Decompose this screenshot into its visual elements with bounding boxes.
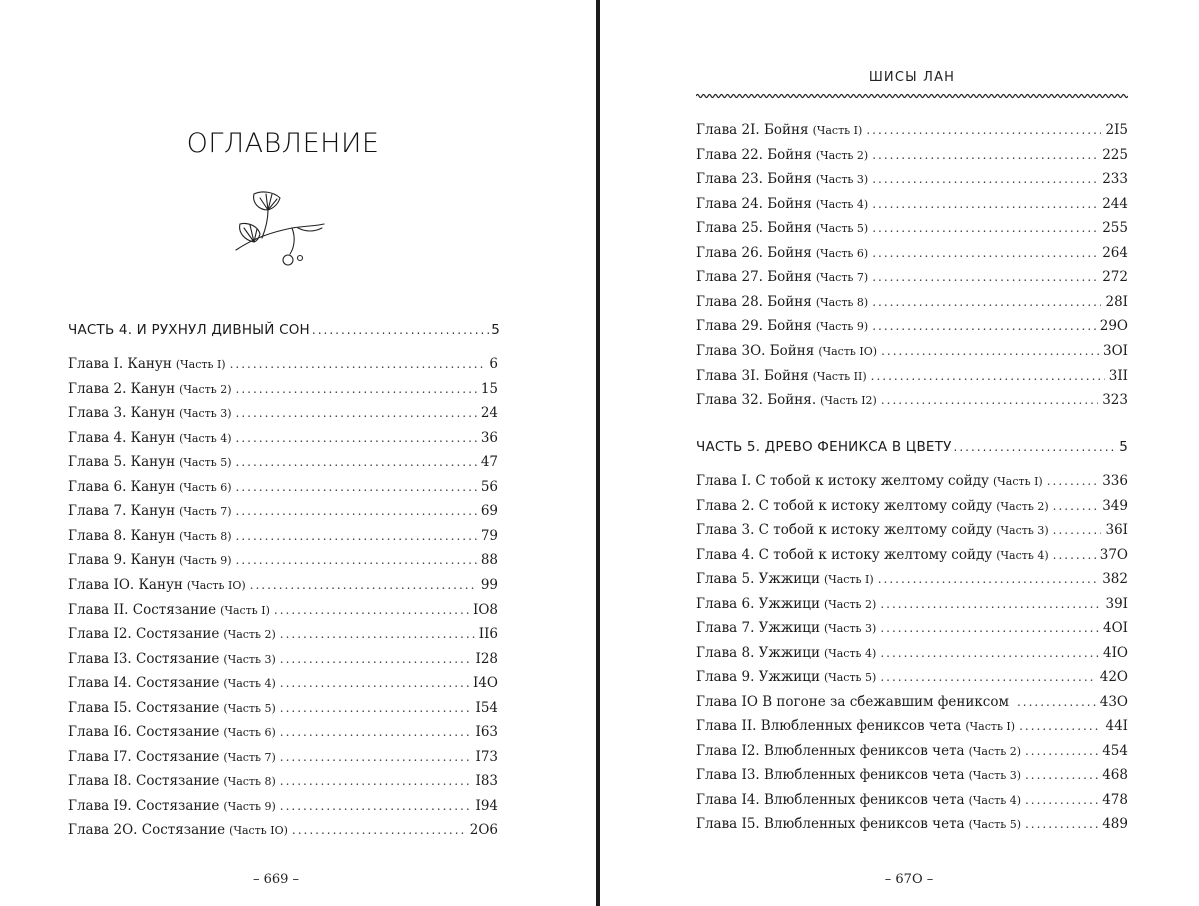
dot-leader bbox=[292, 821, 466, 839]
toc-entry[interactable] bbox=[68, 797, 498, 815]
toc-entry-part: (Часть I) bbox=[812, 124, 863, 137]
toc-entry-page: 272 bbox=[1102, 269, 1128, 286]
dot-leader bbox=[236, 478, 477, 496]
toc-entry[interactable] bbox=[696, 367, 1128, 385]
toc-part-heading[interactable]: ЧАСТЬ 4. И РУХНУЛ ДИВНЫЙ СОН ..... 5 bbox=[68, 321, 500, 339]
toc-entry-page: 43О bbox=[1099, 693, 1128, 710]
toc-entry-page: 382 bbox=[1102, 571, 1128, 587]
toc-entry-part: (Часть 2) bbox=[179, 382, 232, 396]
toc-entry[interactable] bbox=[696, 170, 1128, 188]
toc-entry-part: (Часть 4) bbox=[968, 793, 1021, 807]
toc-entry-part: (Часть IО) bbox=[186, 578, 246, 592]
dot-leader bbox=[880, 595, 1101, 613]
toc-entry-title: Глава 7. Канун bbox=[68, 503, 176, 520]
toc-entry-page: 79 bbox=[480, 527, 498, 544]
toc-entry-title: Глава 3О. Бойня bbox=[696, 342, 815, 359]
toc-entry-page: 225 bbox=[1102, 146, 1128, 163]
dot-leader bbox=[236, 380, 477, 398]
page-title: ОГЛАВЛЕНИЕ bbox=[186, 128, 380, 159]
toc-entry-page: II6 bbox=[478, 626, 498, 643]
toc-entry-title: Глава II. Влюбленных фениксов чета bbox=[696, 718, 962, 734]
toc-entry-title: Глава 7. Ужжици bbox=[696, 620, 820, 636]
dot-leader bbox=[1019, 717, 1101, 735]
toc-entry[interactable] bbox=[696, 742, 1128, 760]
dot-leader bbox=[872, 170, 1098, 188]
toc-entry-part: (Часть 4) bbox=[815, 197, 869, 211]
toc-entry-part: (Часть I) bbox=[823, 573, 874, 586]
toc-entry-page: IО8 bbox=[473, 601, 498, 618]
dot-leader bbox=[878, 570, 1099, 588]
toc-entry-title: Глава 8. Канун bbox=[68, 527, 176, 544]
toc-entry-part: (Часть 2) bbox=[996, 499, 1049, 513]
toc-entry-page: 36 bbox=[480, 429, 498, 446]
toc-entry-title: Глава I2. Состязание bbox=[68, 626, 220, 643]
toc-entry-part: (Часть 4) bbox=[996, 548, 1049, 562]
running-head: ШИСЫ ЛАН bbox=[868, 70, 956, 85]
toc-entry-part: (Часть 9) bbox=[223, 799, 276, 813]
toc-entry-part: (Часть I) bbox=[220, 603, 270, 617]
toc-entry[interactable] bbox=[696, 317, 1128, 335]
dot-leader bbox=[1025, 742, 1098, 760]
toc-entry-title: Глава I. С тобой к истоку желтому сойду bbox=[696, 473, 989, 489]
toc-entry-page: 6 bbox=[489, 356, 498, 372]
toc-entry-title: Глава I. Канун bbox=[68, 356, 172, 372]
toc-entry-page: 478 bbox=[1102, 791, 1128, 808]
toc-entry-page: 233 bbox=[1102, 171, 1128, 188]
dot-leader bbox=[1025, 766, 1098, 784]
toc-entry[interactable] bbox=[696, 219, 1128, 237]
toc-entry[interactable] bbox=[696, 521, 1128, 539]
dot-leader bbox=[280, 699, 472, 717]
page-number: – 67О – bbox=[884, 872, 934, 887]
toc-entry-page: I4О bbox=[473, 675, 498, 692]
toc-entry-part: (Часть 8) bbox=[815, 295, 869, 309]
dot-leader bbox=[1025, 815, 1098, 833]
toc-entry-part: (Часть 5) bbox=[968, 818, 1021, 831]
toc-entry-title: Глава 27. Бойня bbox=[696, 269, 812, 286]
toc-entry[interactable] bbox=[696, 717, 1128, 735]
left-page bbox=[0, 0, 596, 906]
dot-leader bbox=[872, 146, 1098, 164]
ginkgo-branch-icon bbox=[232, 188, 328, 280]
toc-entry[interactable] bbox=[68, 551, 498, 569]
toc-entry-title: Глава I2. Влюбленных фениксов чета bbox=[696, 742, 965, 759]
dot-leader bbox=[280, 650, 472, 668]
toc-entry-part: (Часть I) bbox=[965, 720, 1016, 733]
toc-entry-part: (Часть 3) bbox=[815, 173, 869, 187]
toc-entry[interactable] bbox=[68, 748, 498, 766]
toc-entry[interactable] bbox=[68, 576, 498, 594]
toc-entry[interactable] bbox=[696, 472, 1128, 490]
toc-entry-page: 349 bbox=[1102, 497, 1128, 514]
toc-entry-title: Глава 2I. Бойня bbox=[696, 122, 809, 138]
toc-entry[interactable] bbox=[696, 546, 1128, 564]
toc-entry-title: Глава 6. Канун bbox=[68, 478, 176, 495]
dot-leader bbox=[280, 625, 475, 643]
dot-leader bbox=[872, 268, 1098, 286]
toc-entry-page: 2I5 bbox=[1105, 122, 1128, 138]
toc-entry-part: (Часть II) bbox=[812, 369, 867, 383]
toc-entry-title: Глава 23. Бойня bbox=[696, 171, 812, 188]
toc-entry[interactable] bbox=[68, 502, 498, 520]
toc-entry-part: (Часть 3) bbox=[223, 652, 276, 666]
toc-entry-title: Глава 2. С тобой к истоку желтому сойду bbox=[696, 497, 993, 514]
toc-entry-title: Глава 28. Бойня bbox=[696, 293, 812, 310]
toc-entry[interactable] bbox=[696, 791, 1128, 809]
dot-leader bbox=[871, 367, 1105, 385]
toc-entry-part: (Часть 2) bbox=[815, 148, 869, 162]
toc-entry-part: (Часть 7) bbox=[179, 505, 232, 519]
toc-entry-page: 3ОI bbox=[1103, 342, 1128, 359]
toc-entry-part: (Часть IО) bbox=[818, 344, 878, 358]
dot-leader bbox=[236, 551, 477, 569]
toc-entry-part: (Часть 4) bbox=[223, 677, 276, 691]
toc-entry[interactable] bbox=[696, 815, 1128, 833]
toc-entry-part: (Часть 3) bbox=[996, 524, 1049, 537]
toc-entry-page: 4IО bbox=[1103, 644, 1128, 661]
toc-entry-part: (Часть 9) bbox=[815, 320, 869, 334]
toc-entry-page: I73 bbox=[475, 748, 498, 765]
toc-part-heading[interactable]: ЧАСТЬ 5. ДРЕВО ФЕНИКСА В ЦВЕТУ ..... 5 bbox=[696, 438, 1128, 456]
dot-leader bbox=[274, 601, 469, 619]
wavy-rule bbox=[696, 92, 1128, 100]
toc-entry-title: Глава 9. Канун bbox=[68, 552, 176, 569]
toc-entry[interactable] bbox=[68, 723, 498, 741]
toc-entry-part: (Часть 3) bbox=[968, 769, 1021, 782]
toc-entry-part: (Часть IО) bbox=[229, 824, 288, 838]
toc-entry[interactable] bbox=[68, 478, 498, 496]
dot-leader bbox=[1053, 521, 1102, 539]
dot-leader bbox=[280, 797, 472, 815]
toc-entry[interactable] bbox=[68, 601, 498, 619]
toc-entry-title: Глава 32. Бойня. bbox=[696, 392, 817, 409]
toc-entry-page: 336 bbox=[1102, 473, 1128, 489]
toc-entry[interactable] bbox=[68, 821, 498, 839]
toc-entry-title: Глава 3. С тобой к истоку желтому сойду bbox=[696, 522, 993, 538]
dot-leader bbox=[880, 619, 1099, 637]
dot-leader bbox=[872, 293, 1101, 311]
toc-entry[interactable] bbox=[696, 644, 1128, 662]
toc-entry-title: Глава 3. Канун bbox=[68, 405, 176, 422]
toc-entry[interactable] bbox=[68, 404, 498, 422]
dot-leader bbox=[880, 668, 1095, 686]
toc-entry-title: Глава 4. С тобой к истоку желтому сойду bbox=[696, 546, 993, 563]
toc-entry-title: Глава 5. Канун bbox=[68, 454, 176, 471]
toc-entry-part: (Часть 6) bbox=[815, 246, 869, 260]
toc-entry-page: I54 bbox=[475, 699, 498, 716]
toc-entry-title: Глава 26. Бойня bbox=[696, 244, 812, 261]
toc-entry-page: I94 bbox=[475, 797, 498, 814]
toc-entry-page: 39I bbox=[1105, 595, 1128, 612]
toc-entry-page: 42О bbox=[1099, 669, 1128, 685]
toc-entry-page: 44I bbox=[1105, 718, 1128, 734]
toc-entry-page: 255 bbox=[1102, 220, 1128, 237]
toc-entry[interactable] bbox=[696, 195, 1128, 213]
toc-entry-part: (Часть 4) bbox=[823, 646, 877, 660]
toc-entry-page: 88 bbox=[480, 552, 498, 569]
toc-entry[interactable] bbox=[696, 619, 1128, 637]
right-page bbox=[600, 0, 1199, 906]
dot-leader bbox=[280, 723, 472, 741]
dot-leader bbox=[1053, 546, 1096, 564]
toc-entry-title: Глава I6. Состязание bbox=[68, 724, 220, 741]
toc-entry-part: (Часть 4) bbox=[179, 431, 232, 445]
toc-entry-part: (Часть I) bbox=[175, 358, 226, 371]
toc-entry-page: I28 bbox=[475, 650, 498, 667]
dot-leader bbox=[1025, 791, 1098, 809]
toc-entry-title: Глава I3. Состязание bbox=[68, 650, 220, 667]
toc-entry-part: (Часть 6) bbox=[179, 480, 232, 494]
toc-entry-title: Глава 2О. Состязание bbox=[68, 822, 226, 839]
dot-leader bbox=[880, 644, 1099, 662]
dot-leader bbox=[1047, 472, 1098, 490]
toc-entry-part: (Часть 2) bbox=[823, 597, 877, 611]
dot-leader bbox=[250, 576, 477, 594]
toc-entry[interactable] bbox=[68, 429, 498, 447]
toc-entry[interactable] bbox=[696, 766, 1128, 784]
toc-entry-page: 29О bbox=[1099, 318, 1128, 335]
dot-leader bbox=[236, 429, 477, 447]
dot-leader bbox=[236, 404, 477, 422]
toc-entry-page: 4ОI bbox=[1103, 620, 1128, 636]
toc-entry-page: 454 bbox=[1102, 742, 1128, 759]
dot-leader bbox=[866, 121, 1101, 139]
dot-leader bbox=[280, 748, 472, 766]
toc-entry[interactable] bbox=[68, 699, 498, 717]
toc-entry[interactable] bbox=[68, 650, 498, 668]
toc-entry[interactable] bbox=[696, 121, 1128, 139]
toc-entry-title: Глава IО В погоне за сбежавшим фениксом bbox=[696, 693, 1009, 710]
toc-entry-part: (Часть 7) bbox=[815, 271, 869, 285]
toc-entry-part: (Часть 2) bbox=[968, 744, 1021, 758]
toc-entry[interactable] bbox=[696, 693, 1128, 711]
toc-entry-page: 37О bbox=[1099, 546, 1128, 563]
toc-entry-title: Глава 8. Ужжици bbox=[696, 644, 820, 661]
dot-leader bbox=[236, 453, 477, 471]
page-number: – 669 – bbox=[252, 872, 300, 887]
toc-entry-page: I63 bbox=[475, 724, 498, 741]
toc-entry-part: (Часть 6) bbox=[223, 726, 276, 740]
toc-entry[interactable] bbox=[696, 595, 1128, 613]
toc-entry[interactable] bbox=[68, 625, 498, 643]
toc-entry-title: Глава 24. Бойня bbox=[696, 195, 812, 212]
toc-entry[interactable] bbox=[696, 342, 1128, 360]
toc-entry-title: Глава I7. Состязание bbox=[68, 748, 220, 765]
toc-entry-page: 489 bbox=[1102, 816, 1128, 832]
toc-entry-page: 69 bbox=[480, 503, 498, 520]
dot-leader bbox=[872, 219, 1098, 237]
toc-entry[interactable] bbox=[696, 244, 1128, 262]
toc-entry-title: Глава I5. Влюбленных фениксов чета bbox=[696, 816, 965, 832]
toc-entry-part: (Часть 3) bbox=[179, 407, 232, 421]
toc-entry-part: (Часть 2) bbox=[223, 628, 276, 642]
toc-entry-part: (Часть I) bbox=[993, 475, 1043, 488]
toc-entry-title: Глава I8. Состязание bbox=[68, 773, 220, 790]
toc-entry-page: 36I bbox=[1105, 522, 1128, 538]
toc-entry[interactable] bbox=[696, 668, 1128, 686]
toc-entry-part: (Часть 5) bbox=[815, 222, 869, 236]
dot-leader bbox=[872, 317, 1096, 335]
dot-leader bbox=[1053, 497, 1099, 515]
toc-entry-page: 323 bbox=[1102, 392, 1128, 409]
toc-entry[interactable] bbox=[696, 570, 1128, 588]
toc-entry-title: Глава I5. Состязание bbox=[68, 699, 220, 716]
dot-leader bbox=[872, 195, 1098, 213]
toc-entry-page: 264 bbox=[1102, 244, 1128, 261]
toc-entry-page: 468 bbox=[1102, 767, 1128, 783]
toc-entry-part: (Часть 7) bbox=[223, 750, 276, 764]
dot-leader bbox=[236, 527, 477, 545]
toc-entry-part: (Часть 3) bbox=[823, 622, 877, 635]
toc-entry-title: Глава 4. Канун bbox=[68, 429, 176, 446]
toc-entry-title: Глава 22. Бойня bbox=[696, 146, 812, 163]
dot-leader bbox=[881, 391, 1098, 409]
toc-entry-page: 24 bbox=[480, 405, 498, 422]
toc-entry-page: 2О6 bbox=[469, 822, 498, 839]
toc-entry-title: Глава 6. Ужжици bbox=[696, 595, 820, 612]
toc-entry-title: Глава 2. Канун bbox=[68, 380, 176, 397]
dot-leader bbox=[280, 674, 469, 692]
toc-entry-title: Глава 29. Бойня bbox=[696, 318, 812, 335]
dot-leader bbox=[872, 244, 1098, 262]
toc-entry[interactable] bbox=[68, 453, 498, 471]
toc-entry-part: (Часть 9) bbox=[179, 554, 232, 568]
toc-entry[interactable] bbox=[696, 497, 1128, 515]
toc-entry-title: Глава 3I. Бойня bbox=[696, 367, 809, 384]
toc-entry-title: Глава I9. Состязание bbox=[68, 797, 220, 814]
toc-entry[interactable] bbox=[696, 268, 1128, 286]
toc-entry-part: (Часть I2) bbox=[820, 394, 877, 408]
toc-entry-title: Глава 25. Бойня bbox=[696, 220, 812, 237]
toc-entry-page: 244 bbox=[1102, 195, 1128, 212]
toc-entry-title: Глава 9. Ужжици bbox=[696, 669, 820, 685]
toc-entry-part: (Часть 5) bbox=[823, 671, 877, 684]
toc-entry-part: (Часть 8) bbox=[223, 775, 276, 789]
toc-entry-title: Глава I4. Влюбленных фениксов чета bbox=[696, 791, 965, 808]
toc-entry[interactable] bbox=[68, 380, 498, 398]
toc-entry-title: Глава 5. Ужжици bbox=[696, 571, 820, 587]
toc-entry-page: 15 bbox=[480, 380, 498, 397]
toc-entry[interactable] bbox=[68, 527, 498, 545]
toc-entry-part: (Часть 5) bbox=[179, 456, 232, 470]
dot-leader bbox=[236, 502, 477, 520]
toc-entry[interactable] bbox=[696, 391, 1128, 409]
dot-leader bbox=[881, 342, 1099, 360]
toc-entry[interactable] bbox=[68, 355, 498, 373]
toc-entry-title: Глава I4. Состязание bbox=[68, 675, 220, 692]
toc-entry-page: I83 bbox=[475, 773, 498, 790]
toc-entry[interactable] bbox=[696, 293, 1128, 311]
toc-entry-page: 3II bbox=[1108, 367, 1128, 384]
toc-entry-part: (Часть 5) bbox=[223, 701, 276, 715]
toc-entry-title: Глава II. Состязание bbox=[68, 601, 217, 618]
toc-entry[interactable] bbox=[68, 772, 498, 790]
toc-entry-page: 28I bbox=[1105, 293, 1128, 310]
toc-entry[interactable] bbox=[696, 146, 1128, 164]
dot-leader bbox=[1017, 693, 1096, 711]
toc-entry-title: Глава IО. Канун bbox=[68, 576, 183, 593]
dot-leader bbox=[280, 772, 472, 790]
toc-entry-part: (Часть 8) bbox=[179, 529, 232, 543]
toc-entry-page: 56 bbox=[480, 478, 498, 495]
toc-entry[interactable] bbox=[68, 674, 498, 692]
toc-entry-page: 99 bbox=[480, 576, 498, 593]
dot-leader bbox=[230, 355, 486, 373]
toc-entry-page: 47 bbox=[480, 454, 498, 471]
toc-entry-title: Глава I3. Влюбленных фениксов чета bbox=[696, 767, 965, 783]
